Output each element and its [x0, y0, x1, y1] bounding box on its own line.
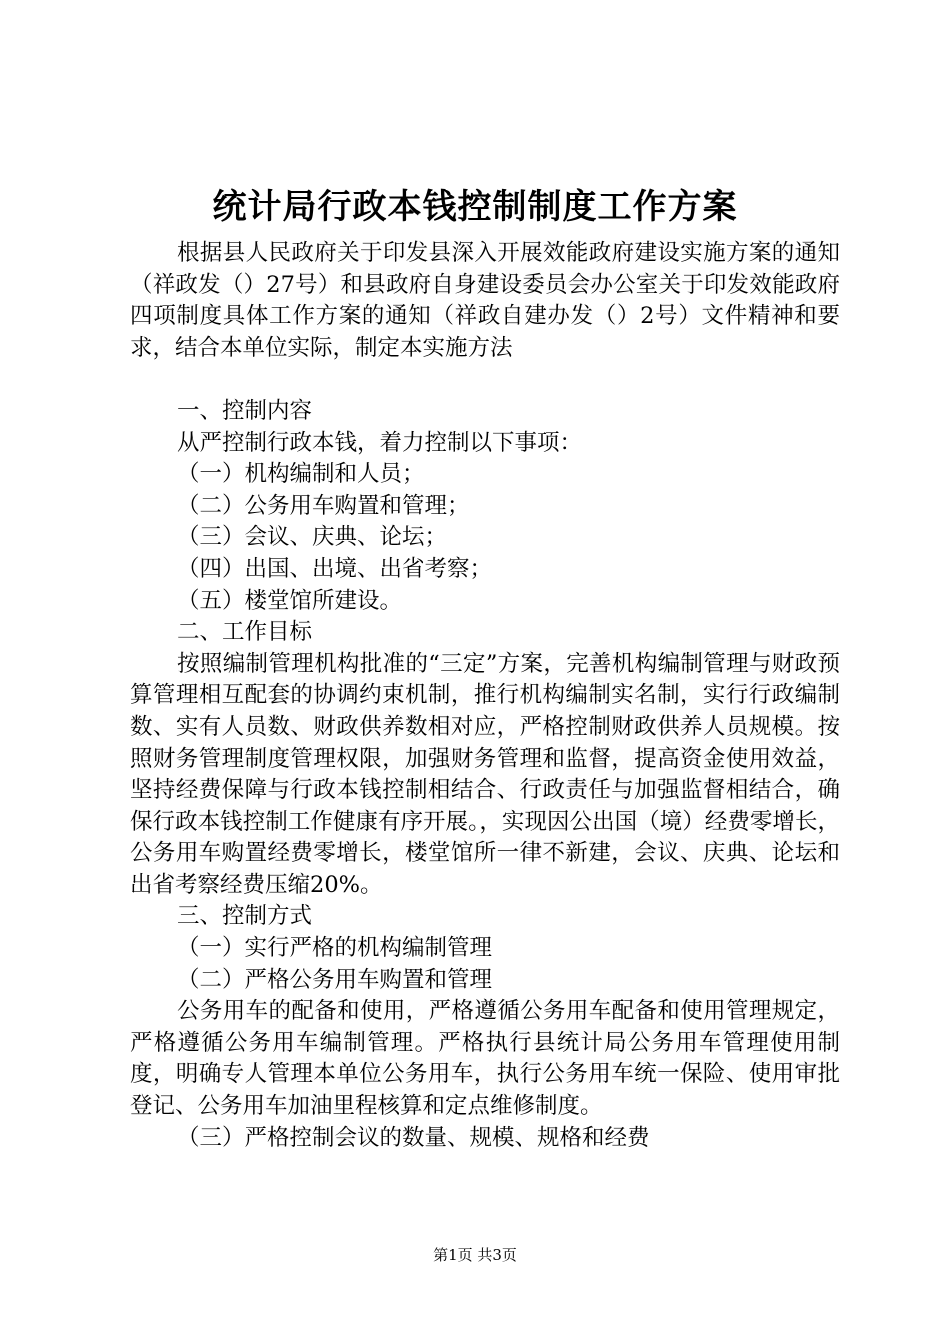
subheading: （一）实行严格的机构编制管理 — [177, 935, 493, 962]
list-item: （二）公务用车购置和管理； — [177, 492, 470, 519]
section3-paragraph: 公务用车的配备和使用，严格遵循公务用车配备和使用管理规定，严格遵循公务用车编制管理。严格执行县统计局公务用车管理使用制度，明确专人管理本单位公务用车，执行公务用车统一保险、使用审批登记、公务用车加油里程核算和定点维修制度。 — [130, 998, 840, 1120]
section-heading-3: 三、控制方式 — [177, 903, 313, 930]
document-title: 统计局行政本钱控制制度工作方案 — [212, 187, 738, 227]
section1-lead: 从严控制行政本钱，着力控制以下事项： — [177, 429, 583, 456]
subheading: （三）严格控制会议的数量、规模、规格和经费 — [177, 1124, 650, 1151]
intro-paragraph: 根据县人民政府关于印发县深入开展效能政府建设实施方案的通知（祥政发（）27号）和县政府自身建设委员会办公室关于印发效能政府四项制度具体工作方案的通知（祥政自建办发（）2号）文件精神和要求，结合本单位实际，制定本实施方法 — [130, 240, 840, 361]
document-body — [130, 238, 840, 1154]
list-item: （三）会议、庆典、论坛； — [177, 524, 448, 551]
section-heading-1: 一、控制内容 — [177, 397, 313, 424]
paragraph-gap — [130, 364, 840, 396]
section-heading-2: 二、工作目标 — [177, 619, 313, 646]
list-item: （五）楼堂馆所建设。 — [177, 587, 403, 614]
list-item: （一）机构编制和人员； — [177, 461, 425, 488]
page-footer: 第1页 共3页 — [433, 1246, 517, 1264]
section2-paragraph: 按照编制管理机构批准的“三定”方案，完善机构编制管理与财政预算管理相互配套的协调约束机制，推行机构编制实名制，实行行政编制数、实有人员数、财政供养数相对应，严格控制财政供养人员规模。按照财务管理制度管理权限，加强财务管理和监督，提高资金使用效益，坚持经费保障与行政本钱控制相结合、行政责任与加强监督相结合，确保行政本钱控制工作健康有序开展。，实现因公出国（境）经费零增长，公务用车购置经费零增长，楼堂馆所一律不新建，会议、庆典、论坛和出省考察经费压缩20%。 — [130, 650, 840, 898]
list-item: （四）出国、出境、出省考察； — [177, 555, 493, 582]
subheading: （二）严格公务用车购置和管理 — [177, 966, 493, 993]
